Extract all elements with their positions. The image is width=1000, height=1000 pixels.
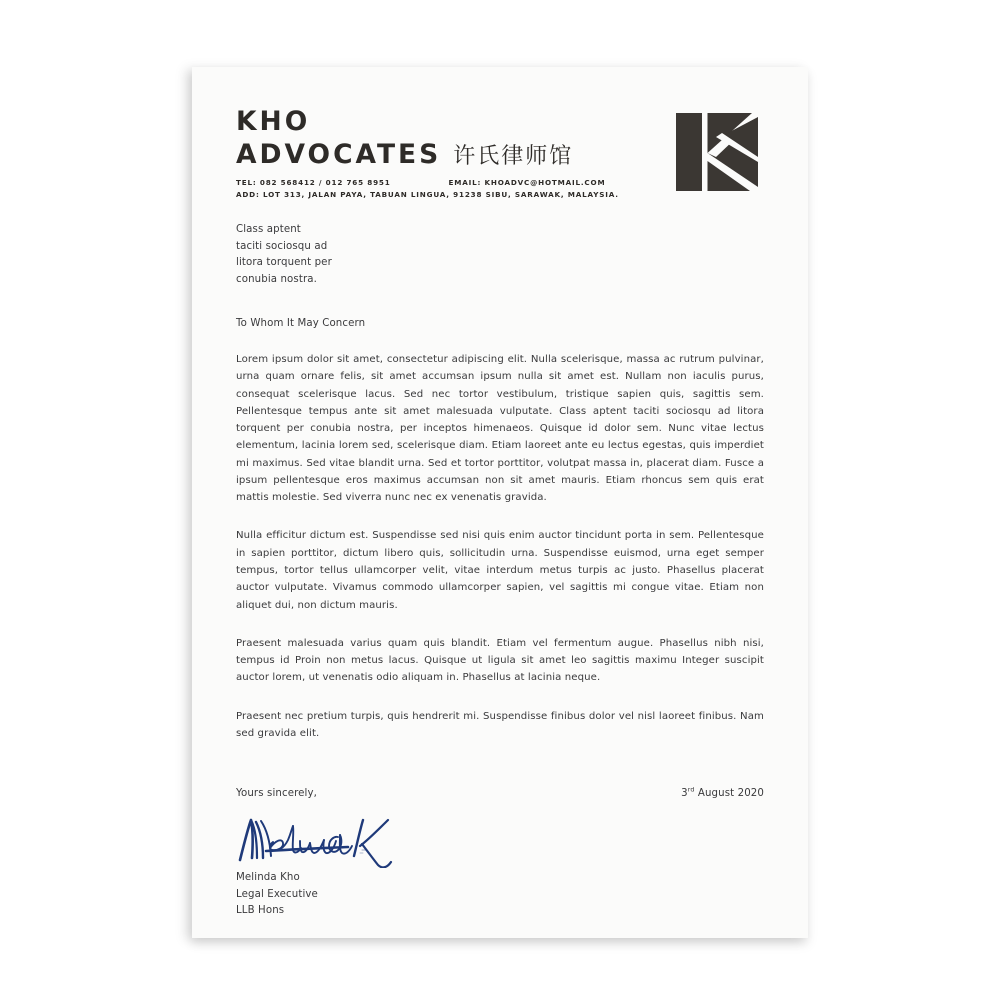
firm-brand-block	[236, 106, 656, 200]
firm-name-chinese: 许氏律师馆	[453, 143, 574, 169]
body-paragraph: Praesent malesuada varius quam quis blandit. Etiam vel fermentum augue. Phasellus nibh nisi, tempus id Proin non metus lacus. Quisque ut ligula sit amet leo sagittis maximu Integer suscipit auctor lorem, ut venenatis odio aliquam in. Phasellus at lacinia neque.	[236, 637, 764, 684]
signatory-details	[236, 870, 764, 920]
handwritten-signature	[236, 814, 416, 868]
recipient-address-line: Class aptent	[236, 224, 301, 235]
signatory-title: Legal Executive	[236, 888, 318, 900]
letter-page	[192, 67, 808, 938]
letter-date-month-year: August 2020	[694, 788, 764, 800]
letterhead	[192, 67, 808, 212]
body-paragraph: Nulla efficitur dictum est. Suspendisse sed nisi quis enim auctor tincidunt porta in sem. Pellentesque in sapien porttitor, dictum libero quis, sollicitudin urna. Suspendisse euismod, urna eget semper tempus, tortor tellus ullamcorper velit, vitae interdum metus turpis ac justo. Phasellus placerat auctor vulputate. Vivamus commodo ullamcorper sapien, vel sagittis mi congue vitae. Etiam non aliquet dui, non dictum mauris.	[236, 530, 764, 611]
signatory-qualification: LLB Hons	[236, 905, 285, 917]
salutation: To Whom It May Concern	[236, 318, 366, 330]
body-paragraph: Praesent nec pretium turpis, quis hendrerit mi. Suspendisse finibus dolor vel nisl laoreet finibus. Nam sed gravida elit.	[236, 710, 764, 739]
firm-name-line1: KHO	[236, 106, 311, 137]
recipient-address-line: litora torquent per	[236, 257, 332, 269]
recipient-address-line: conubia nostra.	[236, 273, 317, 285]
contact-email: EMAIL: KHOADVC@HOTMAIL.COM	[448, 178, 606, 187]
contact-telephone: TEL: 082 568412 / 012 765 8951	[236, 178, 391, 187]
closing-salutation: Yours sincerely,	[236, 788, 318, 800]
contact-address: ADD: LOT 313, JALAN PAYA, TABUAN LINGUA, 91238 SIBU, SARAWAK, MALAYSIA.	[236, 189, 619, 199]
firm-name-line2-row	[236, 138, 656, 170]
letter-date	[681, 785, 764, 800]
letter-date-day: 3	[681, 788, 688, 800]
letter-body	[236, 222, 764, 920]
signatory-name: Melinda Kho	[236, 872, 300, 884]
kho-advocates-logo-icon	[676, 113, 758, 191]
firm-name-line2: ADVOCATES	[236, 138, 442, 170]
recipient-address-line: taciti sociosqu ad	[236, 240, 328, 252]
body-paragraph: Lorem ipsum dolor sit amet, consectetur adipiscing elit. Nulla scelerisque, massa ac rutrum pulvinar, urna quam ornare felis, sit amet accumsan ipsum nulla sit amet est. Nullam non iaculis purus, consequat scelerisque lacus. Sed nec tortor vestibulum, tristique sapien quis, sagittis sem. Pellentesque tempus ante sit amet malesuada vulputate. Class aptent taciti sociosqu ad litora torquent per conubia nostra, per inceptos himenaeos. Quisque id dolor sem. Nunc vitae lectus elementum, lacinia lorem sed, scelerisque diam. Etiam laoreet ante eu lectus egestas, quis imperdiet mi maximus. Sed vitae blandit urna. Sed et tortor porttitor, volutpat massa in, placerat diam. Fusce a ipsum pellentesque eros maximus accumsan non sit amet mauris. Etiam rhoncus sem quis erat mattis molestie. Sed viverra nunc nec ex venenatis gravida.	[236, 354, 764, 504]
recipient-address-block	[236, 222, 764, 288]
closing-row	[236, 785, 764, 806]
contact-tel-email-row	[236, 177, 656, 189]
contact-spacer	[391, 177, 449, 189]
letter-date-ordinal-suffix: rd	[687, 785, 695, 794]
contact-information	[236, 177, 656, 200]
